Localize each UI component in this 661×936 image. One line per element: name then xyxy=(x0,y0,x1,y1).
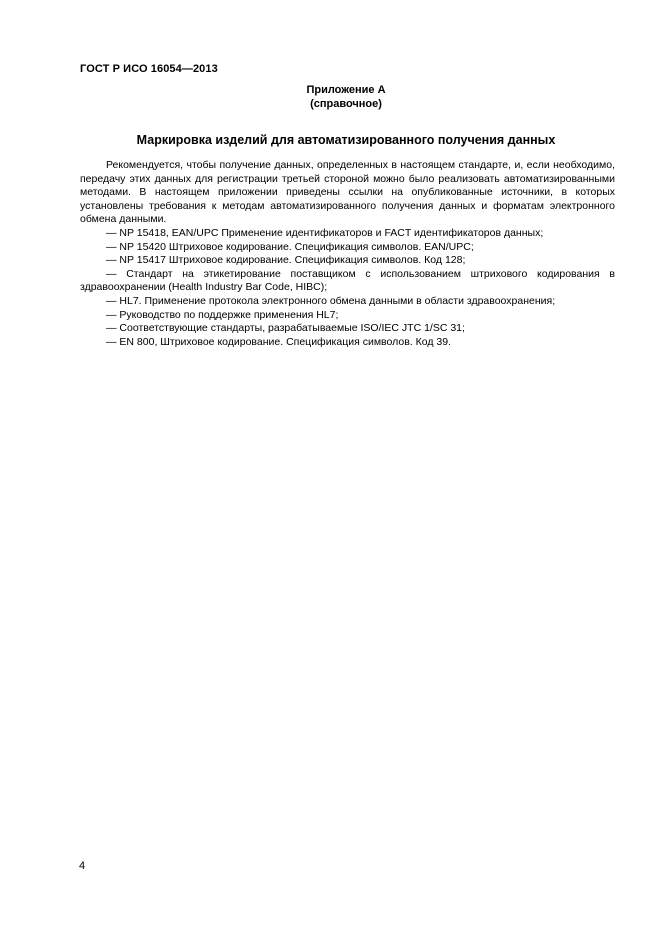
section-title: Маркировка изделий для автоматизированного получения данных xyxy=(136,133,556,147)
intro-paragraph: Рекомендуется, чтобы получение данных, определенных в настоящем стандарте, и, если необходимо, передачу этих данных для регистрации третьей стороной можно было реализовать автоматизированными методами. В настоящем приложении приведены ссылки на опубликованные источники, в которых установлены требования к методам автоматизированного получения данных и форматам электронного обмена данными. xyxy=(80,159,615,226)
page-number: 4 xyxy=(79,860,86,872)
list-item: — HL7. Применение протокола электронного обмена данными в области здравоохранения; xyxy=(106,294,556,307)
document-header: ГОСТ Р ИСО 16054—2013 xyxy=(80,63,218,75)
list-item: — Стандарт на этикетирование поставщиком с использованием штрихового кодирования в здравоохранении (Health Industry Bar Code, HIBC); xyxy=(80,267,615,294)
list-item: — Руководство по поддержке применения HL7; xyxy=(106,308,339,321)
body-text xyxy=(80,159,615,349)
appendix-subtitle: (справочное) xyxy=(310,98,382,110)
reference-list xyxy=(80,227,615,349)
list-item: — NP 15418, EAN/UPC Применение идентификаторов и FACT идентификаторов данных; xyxy=(106,226,544,239)
list-item: — NP 15420 Штриховое кодирование. Спецификация символов. EAN/UPC; xyxy=(106,240,474,253)
list-item: — Соответствующие стандарты, разрабатываемые ISO/IEC JTC 1/SC 31; xyxy=(106,322,465,335)
list-item: — EN 800, Штриховое кодирование. Спецификация символов. Код 39. xyxy=(106,335,451,348)
appendix-title: Приложение А xyxy=(306,84,386,96)
appendix-heading xyxy=(0,83,661,111)
list-item: — NP 15417 Штриховое кодирование. Спецификация символов. Код 128; xyxy=(106,254,466,267)
